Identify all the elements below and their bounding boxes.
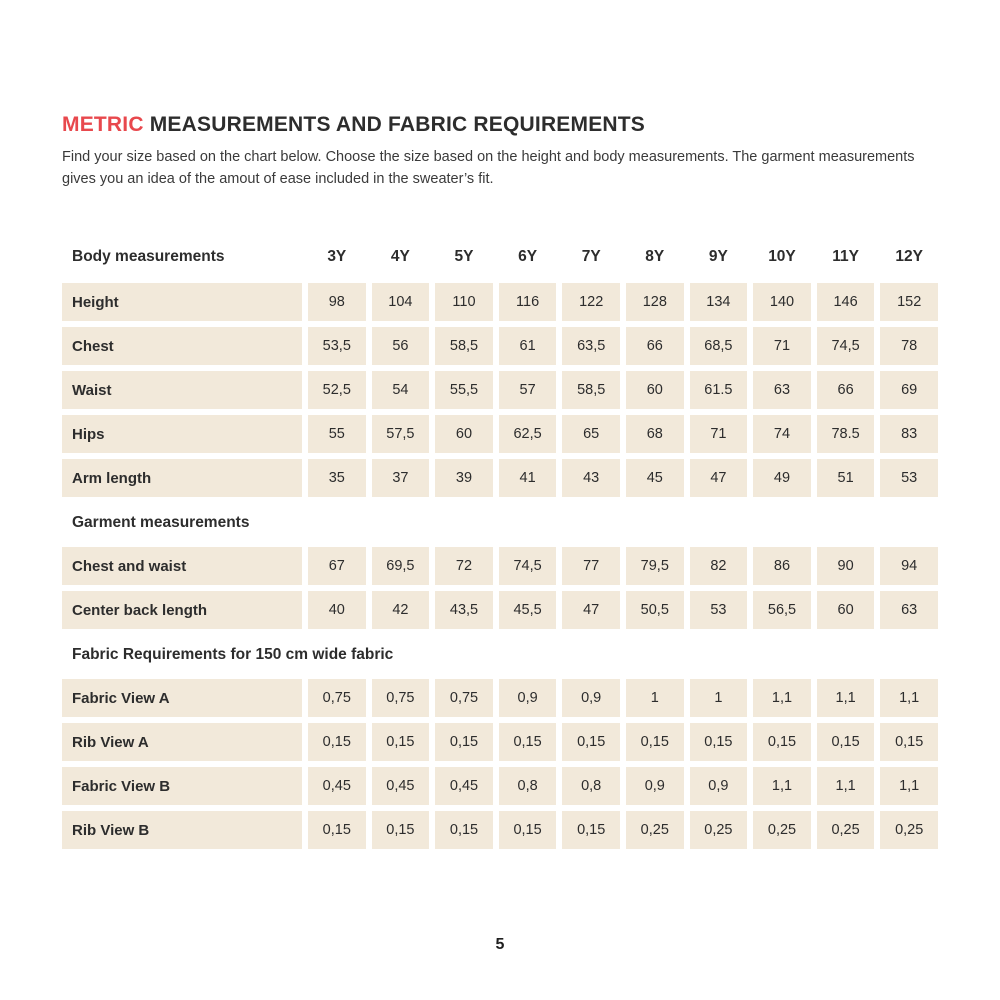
table-row	[62, 547, 938, 585]
value-cell: 1,1	[880, 767, 938, 805]
column-header-size-4y: 4Y	[390, 248, 410, 265]
value-cell: 1,1	[753, 679, 811, 717]
value-cell: 66	[817, 371, 875, 409]
row-label: Chest	[62, 327, 302, 365]
value-cell: 74,5	[499, 547, 557, 585]
value-cell: 0,15	[499, 811, 557, 849]
value-cell: 47	[562, 591, 620, 629]
table-section-row	[62, 503, 938, 543]
value-cell: 58,5	[562, 371, 620, 409]
value-cell: 51	[817, 459, 875, 497]
value-cell: 0,15	[372, 723, 430, 761]
value-cell: 63,5	[562, 327, 620, 365]
page-title-rest: MEASUREMENTS AND FABRIC REQUIREMENTS	[143, 113, 646, 136]
table-row	[62, 811, 938, 849]
section-header: Fabric Requirements for 150 cm wide fabric	[72, 646, 394, 663]
value-cell: 0,45	[308, 767, 366, 805]
value-cell: 0,25	[690, 811, 748, 849]
column-header-size-5y: 5Y	[454, 248, 474, 265]
value-cell: 35	[308, 459, 366, 497]
value-cell: 0,15	[308, 723, 366, 761]
value-cell: 49	[753, 459, 811, 497]
value-cell: 1	[626, 679, 684, 717]
row-label: Fabric View A	[62, 679, 302, 717]
value-cell: 61.5	[690, 371, 748, 409]
page-title	[62, 113, 938, 137]
value-cell: 72	[435, 547, 493, 585]
value-cell: 0,9	[499, 679, 557, 717]
value-cell: 146	[817, 283, 875, 321]
value-cell: 0,15	[562, 811, 620, 849]
value-cell: 1,1	[817, 679, 875, 717]
column-header-size-6y: 6Y	[518, 248, 538, 265]
value-cell: 53,5	[308, 327, 366, 365]
value-cell: 110	[435, 283, 493, 321]
value-cell: 45,5	[499, 591, 557, 629]
value-cell: 53	[880, 459, 938, 497]
value-cell: 94	[880, 547, 938, 585]
value-cell: 61	[499, 327, 557, 365]
size-table	[62, 240, 938, 849]
table-row	[62, 327, 938, 365]
column-header-size-9y: 9Y	[708, 248, 728, 265]
value-cell: 1,1	[817, 767, 875, 805]
table-row	[62, 767, 938, 805]
value-cell: 134	[690, 283, 748, 321]
value-cell: 65	[562, 415, 620, 453]
row-label: Waist	[62, 371, 302, 409]
table-header-row	[62, 240, 938, 274]
table-row	[62, 723, 938, 761]
row-label: Hips	[62, 415, 302, 453]
value-cell: 69,5	[372, 547, 430, 585]
value-cell: 60	[435, 415, 493, 453]
value-cell: 57	[499, 371, 557, 409]
value-cell: 43	[562, 459, 620, 497]
value-cell: 83	[880, 415, 938, 453]
value-cell: 0,8	[562, 767, 620, 805]
column-header-size-3y: 3Y	[327, 248, 347, 265]
value-cell: 77	[562, 547, 620, 585]
value-cell: 43,5	[435, 591, 493, 629]
value-cell: 52,5	[308, 371, 366, 409]
value-cell: 42	[372, 591, 430, 629]
row-label: Fabric View B	[62, 767, 302, 805]
page-number: 5	[495, 936, 505, 953]
value-cell: 0,15	[562, 723, 620, 761]
intro-paragraph	[62, 146, 938, 190]
value-cell: 0,25	[880, 811, 938, 849]
value-cell: 58,5	[435, 327, 493, 365]
value-cell: 71	[690, 415, 748, 453]
value-cell: 74	[753, 415, 811, 453]
table-row	[62, 283, 938, 321]
value-cell: 55,5	[435, 371, 493, 409]
row-label: Rib View B	[62, 811, 302, 849]
value-cell: 122	[562, 283, 620, 321]
row-label: Height	[62, 283, 302, 321]
value-cell: 86	[753, 547, 811, 585]
table-row	[62, 415, 938, 453]
value-cell: 0,45	[435, 767, 493, 805]
value-cell: 37	[372, 459, 430, 497]
table-section-row	[62, 635, 938, 675]
value-cell: 60	[626, 371, 684, 409]
value-cell: 68,5	[690, 327, 748, 365]
value-cell: 40	[308, 591, 366, 629]
table-row	[62, 591, 938, 629]
value-cell: 104	[372, 283, 430, 321]
value-cell: 0,9	[626, 767, 684, 805]
value-cell: 39	[435, 459, 493, 497]
row-label: Chest and waist	[62, 547, 302, 585]
value-cell: 50,5	[626, 591, 684, 629]
value-cell: 78	[880, 327, 938, 365]
value-cell: 66	[626, 327, 684, 365]
value-cell: 78.5	[817, 415, 875, 453]
value-cell: 0,15	[435, 723, 493, 761]
value-cell: 79,5	[626, 547, 684, 585]
value-cell: 47	[690, 459, 748, 497]
intro-line-1: Find your size based on the chart below. Choose the size based on the height and body measurements. The garment measurements	[62, 149, 915, 165]
value-cell: 71	[753, 327, 811, 365]
value-cell: 56	[372, 327, 430, 365]
value-cell: 1,1	[880, 679, 938, 717]
value-cell: 0,15	[372, 811, 430, 849]
row-label: Rib View A	[62, 723, 302, 761]
value-cell: 0,15	[880, 723, 938, 761]
value-cell: 0,9	[690, 767, 748, 805]
value-cell: 0,15	[626, 723, 684, 761]
value-cell: 68	[626, 415, 684, 453]
value-cell: 0,75	[308, 679, 366, 717]
value-cell: 45	[626, 459, 684, 497]
value-cell: 0,8	[499, 767, 557, 805]
column-header-size-11y: 11Y	[832, 248, 859, 265]
value-cell: 0,75	[435, 679, 493, 717]
value-cell: 1,1	[753, 767, 811, 805]
value-cell: 152	[880, 283, 938, 321]
value-cell: 82	[690, 547, 748, 585]
value-cell: 116	[499, 283, 557, 321]
column-header-size-12y: 12Y	[895, 248, 923, 265]
value-cell: 0,15	[435, 811, 493, 849]
value-cell: 60	[817, 591, 875, 629]
row-label: Center back length	[62, 591, 302, 629]
value-cell: 0,45	[372, 767, 430, 805]
column-header-size-7y: 7Y	[581, 248, 601, 265]
value-cell: 0,15	[753, 723, 811, 761]
table-row	[62, 459, 938, 497]
value-cell: 0,9	[562, 679, 620, 717]
value-cell: 56,5	[753, 591, 811, 629]
value-cell: 69	[880, 371, 938, 409]
value-cell: 0,15	[817, 723, 875, 761]
section-header: Garment measurements	[72, 514, 250, 531]
intro-line-2: gives you an idea of the amout of ease included in the sweater’s fit.	[62, 171, 494, 187]
value-cell: 57,5	[372, 415, 430, 453]
value-cell: 98	[308, 283, 366, 321]
value-cell: 0,25	[753, 811, 811, 849]
value-cell: 55	[308, 415, 366, 453]
value-cell: 1	[690, 679, 748, 717]
value-cell: 0,25	[626, 811, 684, 849]
value-cell: 41	[499, 459, 557, 497]
value-cell: 63	[753, 371, 811, 409]
column-header-body-measurements: Body measurements	[72, 248, 225, 265]
value-cell: 0,15	[690, 723, 748, 761]
value-cell: 0,15	[308, 811, 366, 849]
value-cell: 0,25	[817, 811, 875, 849]
column-header-size-8y: 8Y	[645, 248, 665, 265]
value-cell: 63	[880, 591, 938, 629]
value-cell: 74,5	[817, 327, 875, 365]
table-row	[62, 679, 938, 717]
value-cell: 90	[817, 547, 875, 585]
table-row	[62, 371, 938, 409]
value-cell: 128	[626, 283, 684, 321]
value-cell: 0,75	[372, 679, 430, 717]
page-title-accent: METRIC	[62, 113, 144, 136]
value-cell: 54	[372, 371, 430, 409]
value-cell: 53	[690, 591, 748, 629]
value-cell: 62,5	[499, 415, 557, 453]
row-label: Arm length	[62, 459, 302, 497]
value-cell: 140	[753, 283, 811, 321]
value-cell: 0,15	[499, 723, 557, 761]
column-header-size-10y: 10Y	[768, 248, 796, 265]
value-cell: 67	[308, 547, 366, 585]
